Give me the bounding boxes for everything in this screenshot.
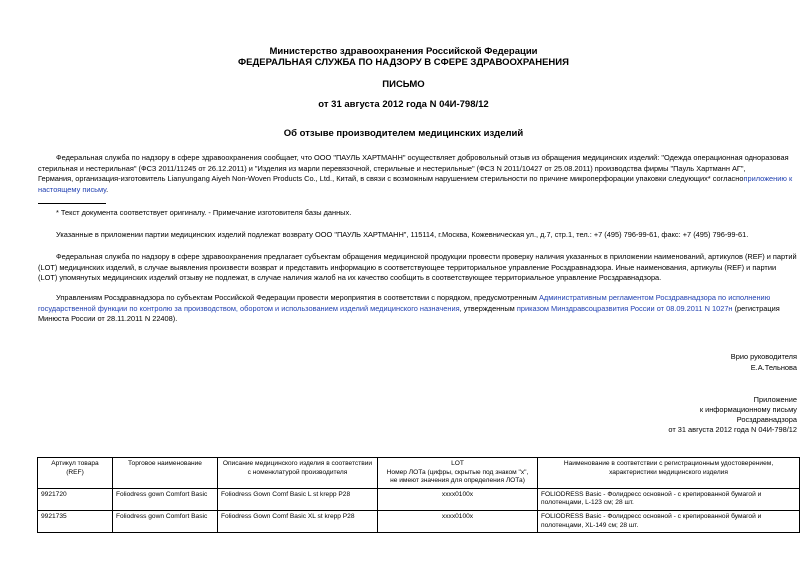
header-description-line-2: с номенклатурой производителя <box>247 468 348 476</box>
header-lot <box>378 458 538 489</box>
paragraph-3-line-2: (LOT) медицинских изделий, в случае выявления произвести возврат и представить информацию в соответствующее территориальное управление Росздравнадзора. Иные наименования, артикулы (REF) и партии <box>38 262 777 272</box>
document-type: ПИСЬМО <box>382 79 425 90</box>
appendix-link-continued[interactable]: настоящему письму <box>38 184 107 194</box>
cell-registration-line-2: полотенцами, XL-149 см; 28 шт. <box>541 521 639 529</box>
document-date-number: от 31 августа 2012 года N 04И-798/12 <box>318 99 489 110</box>
paragraph-3-line-3: (LOT) упомянутых медицинских изделий отзыву не подлежат, в случае наличия жалоб на их качество сообщить в соответствующее территориальное управление Росздравнадзора. <box>38 273 662 282</box>
service-title: ФЕДЕРАЛЬНАЯ СЛУЖБА ПО НАДЗОРУ В СФЕРЕ ЗДРАВООХРАНЕНИЯ <box>238 57 569 68</box>
signature-position: Врио руководителя <box>730 352 797 361</box>
header-registration-line-1: Наименование в соответствии с регистрационным удостоверением, <box>563 460 774 467</box>
header-registration-line-2: характеристики медицинского изделия <box>609 468 728 476</box>
paragraph-1-line-2: стерильная и нестерильная" (ФСЗ 2011/11245 от 26.12.2011) и "Изделия из марли перевязочной, стерильные и нестерильные" (ФСЗ N 2011/10427 от 25.08.2011) производства фирмы "Пауль Хартманн АГ", <box>38 163 746 173</box>
table-row <box>38 510 800 532</box>
cell-registration-line-2: полотенцами, L-123 см; 28 шт. <box>541 499 634 507</box>
cell-ref: 9921735 <box>38 510 113 532</box>
cell-registration <box>538 510 800 532</box>
cell-description: Foliodress Gown Comf Basic L st krepp P28 <box>218 488 378 510</box>
paragraph-1 <box>38 153 798 195</box>
cell-lot: xxxx0100x <box>378 510 538 532</box>
paragraph-1-line-3 <box>38 174 798 185</box>
paragraph-4 <box>38 293 798 325</box>
cell-trade-name: Foliodress gown Comfort Basic <box>113 488 218 510</box>
cell-lot: xxxx0100x <box>378 488 538 510</box>
header-description <box>218 458 378 489</box>
appendix-line-4: от 31 августа 2012 года N 04И-798/12 <box>668 425 797 434</box>
paragraph-1-line-3-text: Германия, организация-изготовитель Lianyungang Aiyeh Non-Woven Products Co., Ltd., Китай, в связи с возможным нарушением стерильности по причине микроперфорации упаковки следующих* согласно <box>38 174 744 183</box>
appendix-line-2: к информационному письму <box>699 405 797 414</box>
paragraph-3 <box>38 252 798 284</box>
table-row <box>38 488 800 510</box>
signature-name: Е.А.Тельнова <box>750 363 797 372</box>
paragraph-3-line-1: Федеральная служба по надзору в сфере здравоохранения предлагает субъектам обращения медицинской продукции провести проверку наличия указанных в приложении наименований, артикулов (REF) и партий <box>56 252 797 261</box>
header-lot-line-3: не имеют значения для определения ЛОТа) <box>390 477 525 485</box>
paragraph-1-line-1: Федеральная служба по надзору в сфере здравоохранения сообщает, что ООО "ПАУЛЬ ХАРТМАНН" осуществляет добровольный отзыв из обращения медицинских изделий: "Одежда операционная одноразовая <box>56 153 789 162</box>
cell-trade-name: Foliodress gown Comfort Basic <box>113 510 218 532</box>
paragraph-4-line-1-text: Управлениям Росздравнадзора по субъектам Российской Федерации провести мероприятия в соответствии с порядком, предусмотренным <box>56 293 537 302</box>
cell-registration-line-1: FOLIODRESS Basic - Фолидресс основной - с крепированной бумагой и <box>541 512 762 520</box>
header-trade-name: Торговое наименование <box>113 458 218 489</box>
paragraph-4-line-2-tail: (регистрация <box>734 303 780 313</box>
table-header-row <box>38 458 800 489</box>
document-subject: Об отзыве производителем медицинских изделий <box>283 128 524 139</box>
cell-registration <box>538 488 800 510</box>
paragraph-2: Указанные в приложении партии медицинских изделий подлежат возврату ООО "ПАУЛЬ ХАРТМАНН", 115114, г.Москва, Кожевническая ул., д.7, стр.1, тел.: +7 (495) 796-99-61, факс: +7 (495) 796-99-61. <box>56 230 749 239</box>
paragraph-4-line-1 <box>38 293 798 304</box>
recall-table <box>37 457 800 533</box>
footnote-divider <box>38 203 106 204</box>
header-lot-line-1: LOT <box>451 460 464 467</box>
header-description-line-1: Описание медицинского изделия в соответствии <box>222 460 373 467</box>
cell-description: Foliodress Gown Comf Basic XL st krepp P28 <box>218 510 378 532</box>
appendix-link[interactable]: приложению к <box>743 174 793 183</box>
regulation-link[interactable]: Административным регламентом Росздравнадзора по исполнению <box>538 293 771 302</box>
cell-registration-line-1: FOLIODRESS Basic - Фолидресс основной - с крепированной бумагой и <box>541 490 762 498</box>
cell-ref: 9921720 <box>38 488 113 510</box>
paragraph-4-line-3: Минюста России от 28.11.2011 N 22408). <box>38 314 178 323</box>
regulation-link-continued[interactable]: государственной функции по контролю за производством, оборотом и использованием изделий медицинского назначения <box>38 303 460 313</box>
header-registration <box>538 458 800 489</box>
appendix-line-3: Росздравнадзора <box>736 415 797 424</box>
ministry-title: Министерство здравоохранения Российской Федерации <box>269 46 538 57</box>
paragraph-1-line-4-tail: . <box>106 184 109 194</box>
footnote: * Текст документа соответствует оригиналу. - Примечание изготовителя базы данных. <box>56 208 352 217</box>
order-link[interactable]: приказом Минздравсоцразвития России от 08.09.2011 N 1027н <box>516 303 733 313</box>
paragraph-4-line-2 <box>38 304 798 315</box>
header-ref <box>38 458 113 489</box>
paragraph-4-line-2-mid: , утвержденным <box>459 303 515 313</box>
header-ref-line-1: Артикул товара <box>51 460 99 467</box>
header-ref-line-2: (REF) <box>66 468 84 476</box>
appendix-label: Приложение <box>753 395 797 404</box>
header-lot-line-2: Номер ЛОТа (цифры, скрытые под знаком "x", <box>386 468 529 476</box>
paragraph-1-line-4 <box>38 185 798 196</box>
